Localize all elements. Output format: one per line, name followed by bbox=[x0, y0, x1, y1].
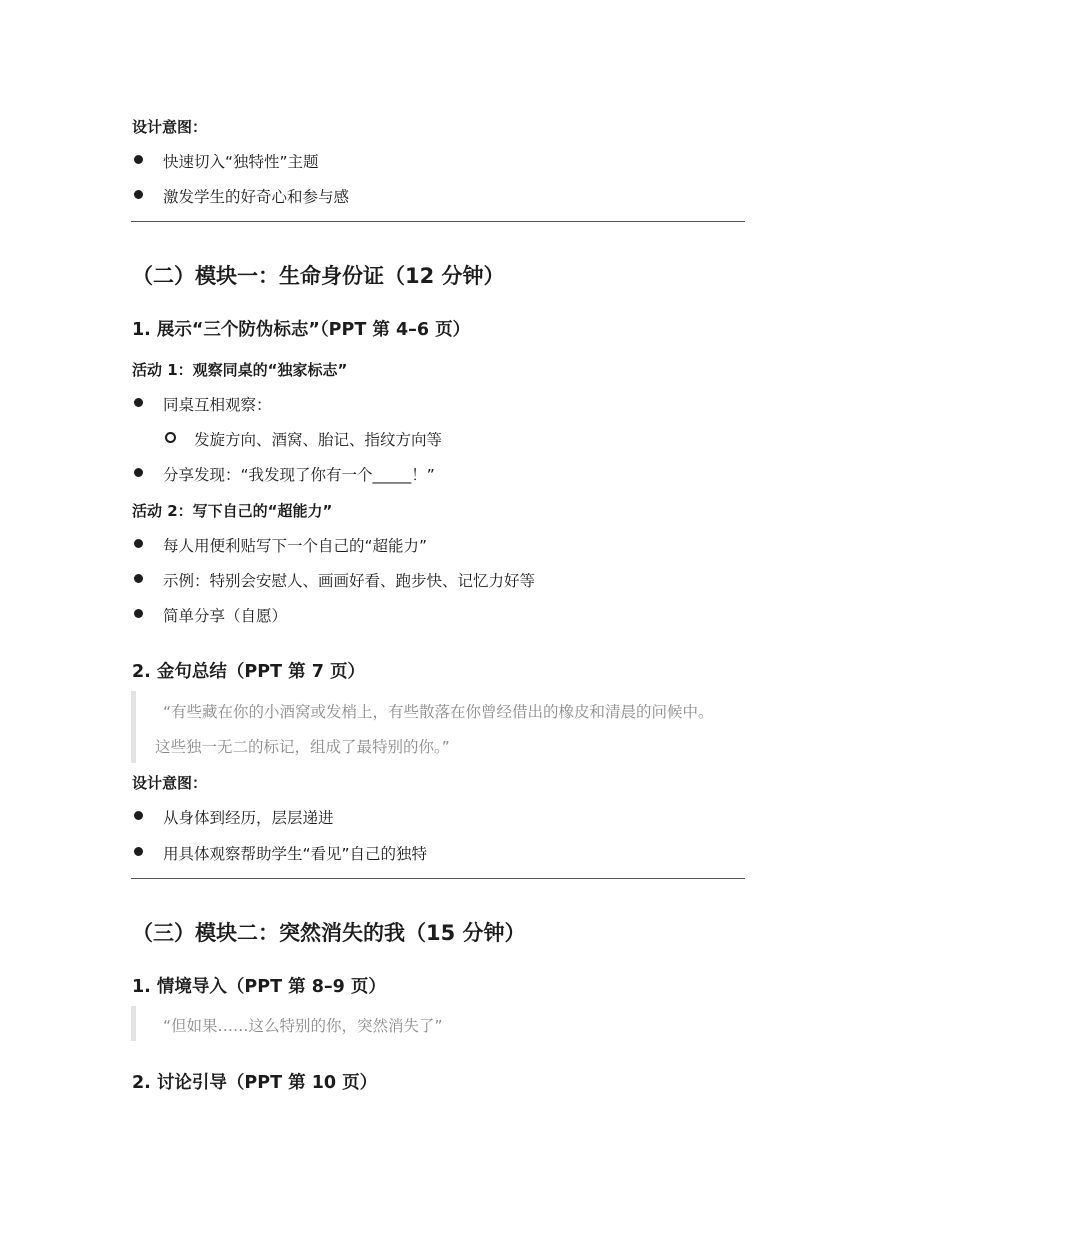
bullet-icon bbox=[134, 190, 143, 199]
section-divider bbox=[131, 878, 745, 879]
bullet-icon bbox=[134, 574, 143, 583]
module2-section2-heading: 2. 讨论引导（PPT 第 10 页） bbox=[132, 1073, 378, 1093]
module1-heading: （二）模块一：生命身份证（12 分钟） bbox=[132, 264, 505, 288]
quote-line-1: “有些藏在你的小酒窝或发梢上，有些散落在你曾经借出的橡皮和清晨的问候中。 bbox=[163, 703, 714, 721]
list-item: 分享发现：“我发现了你有一个_____！” bbox=[163, 466, 435, 484]
quote-line-2: 这些独一无二的标记，组成了最特别的你。” bbox=[155, 738, 450, 756]
list-item: 用具体观察帮助学生“看见”自己的独特 bbox=[163, 845, 428, 863]
quote-bar bbox=[131, 691, 136, 763]
bullet-icon bbox=[134, 155, 143, 164]
bullet-icon bbox=[134, 398, 143, 407]
list-item: 激发学生的好奇心和参与感 bbox=[163, 188, 350, 206]
quote-bar bbox=[131, 1006, 136, 1041]
section-divider bbox=[131, 221, 745, 222]
design-intent-label: 设计意图： bbox=[132, 118, 208, 136]
module1-section1-heading: 1. 展示“三个防伪标志”（PPT 第 4–6 页） bbox=[132, 320, 471, 340]
list-item: 同桌互相观察： bbox=[163, 396, 272, 414]
activity2-label: 活动 2：写下自己的“超能力” bbox=[132, 502, 333, 520]
activity1-label: 活动 1：观察同桌的“独家标志” bbox=[132, 361, 348, 379]
design-intent-label: 设计意图： bbox=[132, 774, 208, 792]
list-item: 简单分享（自愿） bbox=[163, 607, 288, 625]
bullet-icon bbox=[134, 847, 143, 856]
bullet-icon bbox=[134, 811, 143, 820]
list-item: 示例：特别会安慰人、画画好看、跑步快、记忆力好等 bbox=[163, 572, 536, 590]
quote-text: “但如果……这么特别的你，突然消失了” bbox=[163, 1017, 443, 1035]
list-item: 快速切入“独特性”主题 bbox=[163, 153, 319, 171]
sub-list-item: 发旋方向、酒窝、胎记、指纹方向等 bbox=[194, 431, 443, 449]
hollow-bullet-icon bbox=[165, 432, 176, 443]
module2-section1-heading: 1. 情境导入（PPT 第 8–9 页） bbox=[132, 977, 386, 997]
bullet-icon bbox=[134, 468, 143, 477]
module2-heading: （三）模块二：突然消失的我（15 分钟） bbox=[132, 921, 526, 945]
list-item: 从身体到经历，层层递进 bbox=[163, 809, 334, 827]
list-item: 每人用便利贴写下一个自己的“超能力” bbox=[163, 537, 428, 555]
bullet-icon bbox=[134, 609, 143, 618]
bullet-icon bbox=[134, 539, 143, 548]
module1-section2-heading: 2. 金句总结（PPT 第 7 页） bbox=[132, 662, 365, 682]
